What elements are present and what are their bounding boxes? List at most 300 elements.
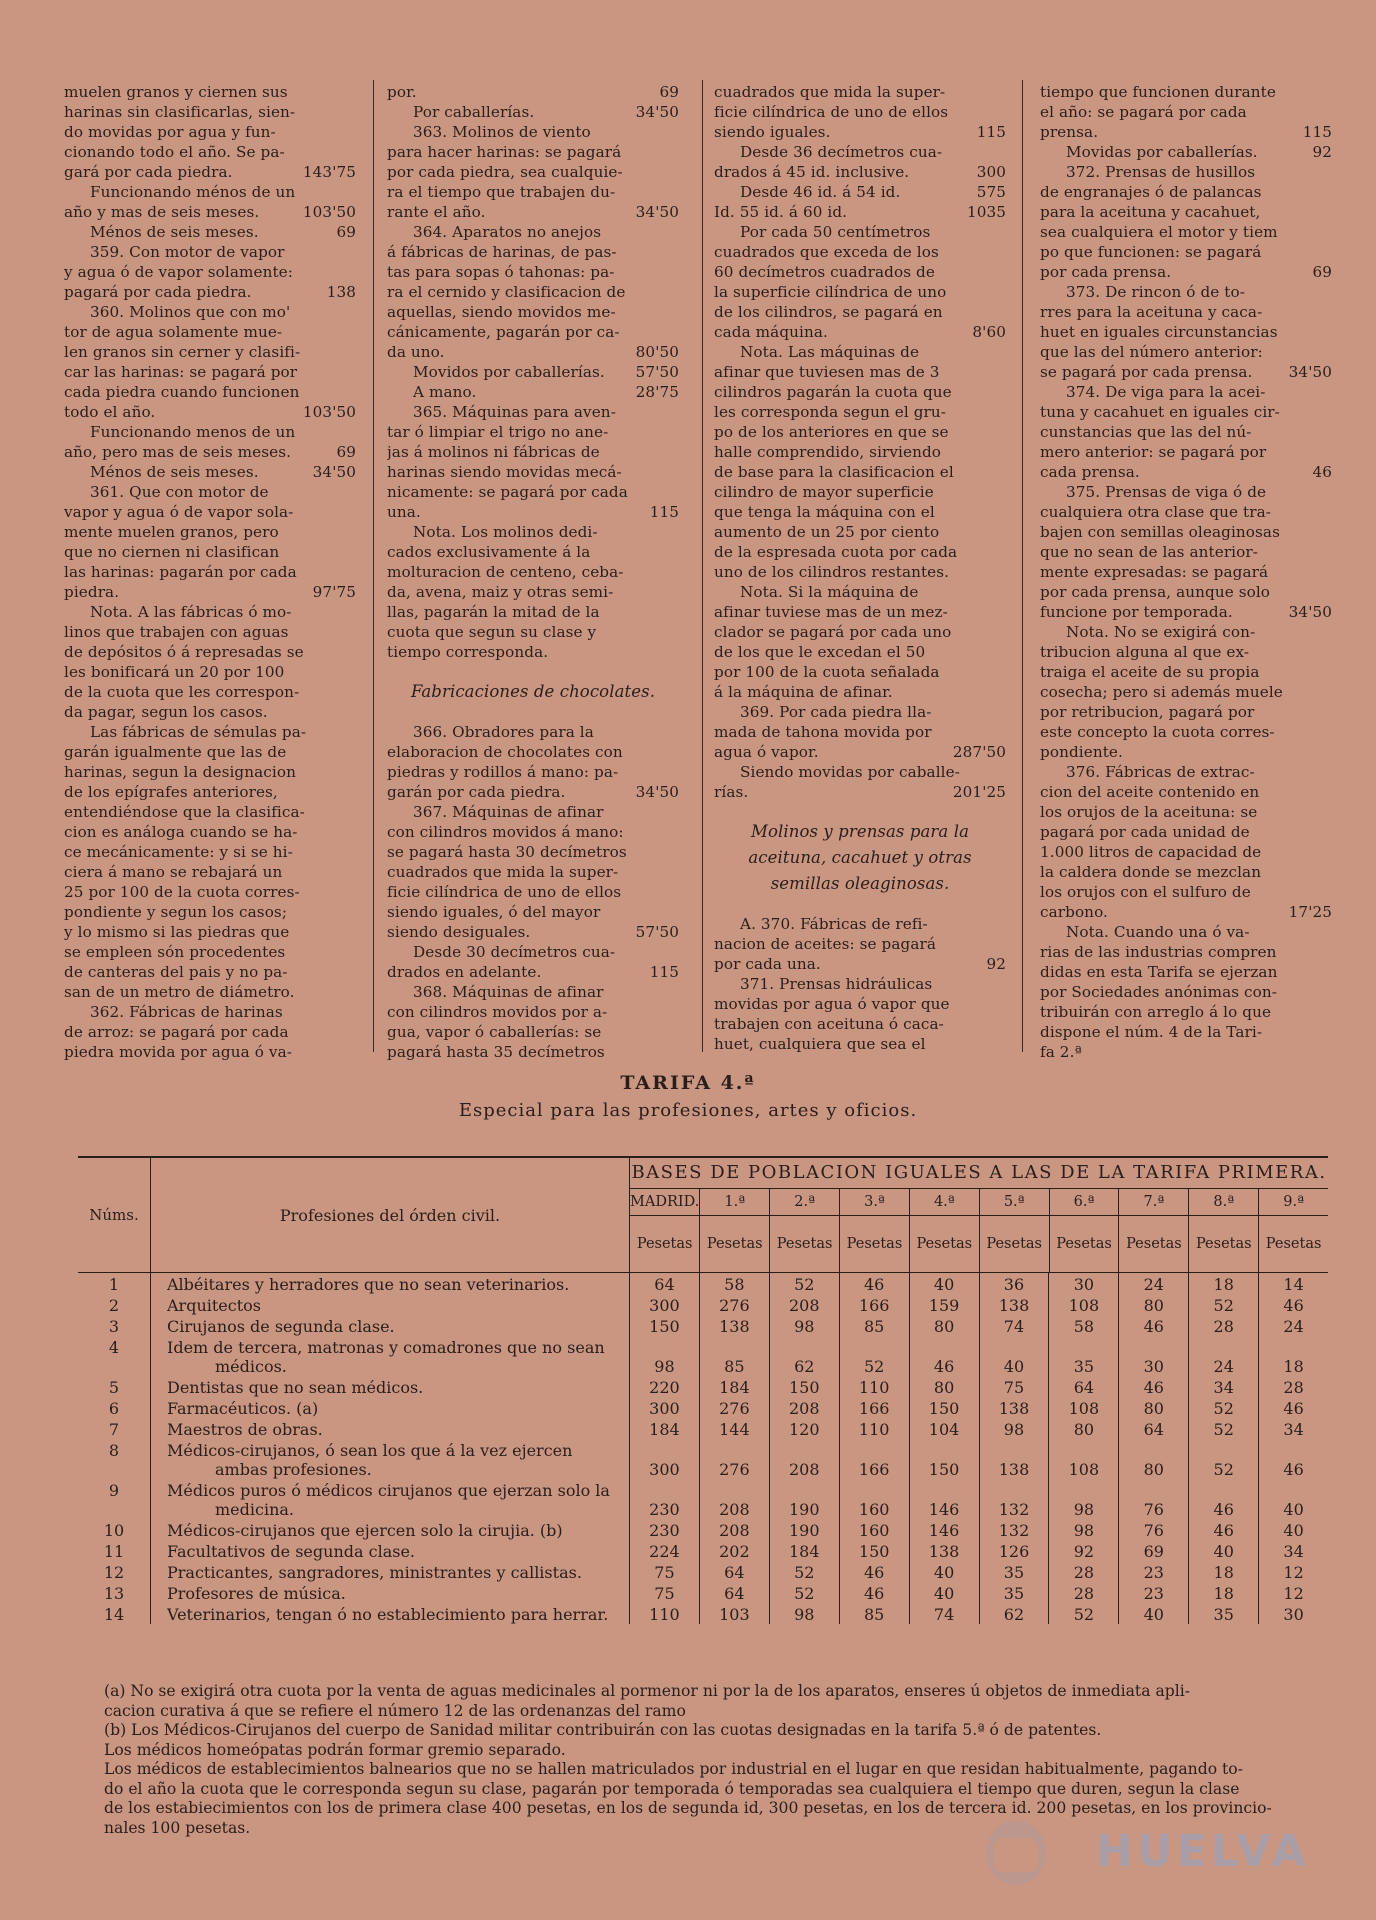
row-number: 13 (78, 1582, 151, 1603)
section-heading: Fabricaciones de chocolates. (410, 682, 656, 701)
quota-value: 69 (659, 83, 679, 101)
line-text: tribuirán con arreglo á lo que (1040, 1003, 1272, 1021)
line-text: halle comprendido, sirviendo (714, 443, 942, 461)
text-line (1040, 942, 1332, 962)
quota-value: 287'50 (952, 743, 1006, 761)
text-line (64, 542, 356, 562)
text-line (387, 782, 679, 802)
footnote-line: (a) No se exigirá otra cuota por la venta de aguas medicinales al pormenor ni por la de los aparatos, enseres ú objetos de inmediata apli- (104, 1682, 1190, 1700)
line-text: dispone el núm. 4 de la Tari- (1040, 1023, 1263, 1041)
text-line (714, 762, 1006, 782)
row-number: 3 (78, 1315, 151, 1336)
text-line (387, 202, 679, 222)
quota-cell: 24 (1189, 1336, 1259, 1376)
line-text: siendo iguales, ó del mayor (387, 903, 601, 921)
text-line (387, 982, 679, 1002)
text-line (1040, 542, 1332, 562)
text-line (387, 962, 679, 982)
quota-cell: 28 (1189, 1315, 1259, 1336)
header-numbers: Núms. (78, 1158, 151, 1272)
quota-value: 34'50 (1288, 363, 1332, 381)
quota-cell: 52 (770, 1561, 840, 1582)
quota-cell: 30 (1119, 1336, 1189, 1376)
quota-cell: 132 (980, 1479, 1050, 1519)
text-line (64, 222, 356, 242)
quota-cell: 85 (840, 1315, 910, 1336)
table-row (78, 1582, 1328, 1603)
profession-text: Cirujanos de segunda clase. (167, 1317, 395, 1336)
line-text: cada prensa. (1040, 463, 1140, 481)
text-line (1040, 1022, 1332, 1042)
quota-cell: 74 (980, 1315, 1050, 1336)
line-text: cuota que segun su clase y (387, 623, 597, 641)
quota-value: 97'75 (312, 583, 356, 601)
line-text: por cada piedra, sea cualquie- (387, 163, 623, 181)
table-row (78, 1294, 1328, 1315)
text-line (387, 542, 679, 562)
text-line (1040, 322, 1332, 342)
quota-cell: 104 (910, 1418, 980, 1439)
line-text: pondiente. (1040, 743, 1123, 761)
quota-value: 17'25 (1288, 903, 1332, 921)
quota-cell: 92 (1049, 1540, 1119, 1561)
text-line (1040, 982, 1332, 1002)
header-base-column (980, 1189, 1050, 1272)
header-base-column (700, 1189, 770, 1272)
quota-cell: 18 (1189, 1561, 1259, 1582)
quota-cell: 64 (1049, 1376, 1119, 1397)
text-line (387, 642, 679, 662)
unit-label: Pesetas (636, 1236, 693, 1252)
text-line (1040, 802, 1332, 822)
line-text: para la aceituna y cacahuet, (1040, 203, 1261, 221)
quota-cell: 132 (980, 1519, 1050, 1540)
text-line (714, 742, 1006, 762)
text-line (64, 102, 356, 122)
text-line (714, 222, 1006, 242)
line-text: por Sociedades anónimas con- (1040, 983, 1278, 1001)
line-text: 376. Fábricas de extrac- (1066, 763, 1255, 781)
quota-cell: 220 (630, 1376, 700, 1397)
text-line (64, 522, 356, 542)
quota-cell: 110 (840, 1418, 910, 1439)
quota-value: 201'25 (952, 783, 1006, 801)
line-text: con cilindros movidos por a- (387, 1003, 608, 1021)
text-line (1040, 502, 1332, 522)
line-text: las harinas: pagarán por cada (64, 563, 297, 581)
text-line (64, 202, 356, 222)
text-line (714, 322, 1006, 342)
profession-cell (151, 1336, 630, 1376)
quota-cell: 28 (1283, 1378, 1304, 1397)
profession-text: Maestros de obras. (167, 1420, 323, 1439)
profession-text: Practicantes, sangradores, ministrantes y callistas. (167, 1563, 582, 1582)
line-text: ra el cernido y clasificacion de (387, 283, 626, 301)
text-line (714, 682, 1006, 702)
quota-value: 92 (1312, 143, 1332, 161)
quota-cell: 40 (910, 1582, 980, 1603)
text-line (64, 402, 356, 422)
quota-cell: 276 (700, 1397, 770, 1418)
text-line (1040, 522, 1332, 542)
table-row (78, 1439, 1328, 1479)
text-line (64, 442, 356, 462)
quota-cell: 64 (630, 1273, 700, 1294)
text-column-1 (64, 82, 356, 1062)
profession-text: Idem de tercera, matronas y comadrones que no sean (167, 1338, 605, 1357)
quota-cells (630, 1540, 1328, 1561)
line-text: 367. Máquinas de afinar (413, 803, 604, 821)
text-line (1040, 962, 1332, 982)
line-text: do movidas por agua y fun- (64, 123, 276, 141)
line-text: huet, cualquiera que sea el (714, 1035, 926, 1053)
base-label: 2.ª (770, 1189, 839, 1216)
line-text: 366. Obradores para la (413, 723, 594, 741)
line-text: que las del número anterior: (1040, 343, 1263, 361)
quota-cell: 126 (980, 1540, 1050, 1561)
line-text: á la máquina de afinar. (714, 683, 893, 701)
line-text: Nota. Si la máquina de (740, 583, 919, 601)
text-line (387, 1042, 679, 1062)
text-line (64, 962, 356, 982)
text-line (387, 242, 679, 262)
quota-value: 57'50 (635, 363, 679, 381)
line-text: Funcionando menos de un (90, 423, 296, 441)
quota-cell: 34 (1283, 1420, 1304, 1439)
section-heading: semillas oleaginosas. (770, 874, 950, 893)
profession-cell (151, 1315, 630, 1336)
text-line (387, 102, 679, 122)
line-text: da pagar, segun los casos. (64, 703, 268, 721)
quota-cells (630, 1294, 1328, 1315)
profession-text: Farmacéuticos. (a) (167, 1399, 319, 1418)
quota-cell: 58 (1049, 1315, 1119, 1336)
line-text: de la cuota que les correspon- (64, 683, 300, 701)
line-text: afinar tuviese mas de un mez- (714, 603, 948, 621)
quota-cell: 30 (1049, 1273, 1119, 1294)
quota-value: 34'50 (635, 203, 679, 221)
line-text: Nota. No se exigirá con- (1066, 623, 1256, 641)
quota-cell: 64 (1119, 1418, 1189, 1439)
quota-cell: 144 (700, 1418, 770, 1439)
line-text: tor de agua solamente mue- (64, 323, 283, 341)
quota-cell: 108 (1049, 1439, 1119, 1479)
text-line (1040, 922, 1332, 942)
text-line (64, 602, 356, 622)
line-text: clador se pagará por cada uno (714, 623, 952, 641)
quota-value: 300 (976, 163, 1006, 181)
line-text: po que funcionen: se pagará (1040, 243, 1262, 261)
text-line (64, 282, 356, 302)
line-text: Desde 30 decímetros cua- (413, 943, 616, 961)
line-text: y lo mismo si las piedras que (64, 923, 290, 941)
quota-cell: 190 (770, 1519, 840, 1540)
line-text: cion es análoga cuando se ha- (64, 823, 298, 841)
text-line (714, 502, 1006, 522)
quota-value: 57'50 (635, 923, 679, 941)
quota-cell: 40 (1283, 1500, 1304, 1519)
quota-value: 69 (1312, 263, 1332, 281)
quota-cell: 208 (770, 1294, 840, 1315)
text-line (64, 882, 356, 902)
quota-cell: 28 (1049, 1582, 1119, 1603)
quota-cell: 18 (1283, 1357, 1304, 1376)
quota-cell: 300 (630, 1439, 700, 1479)
line-text: cosecha; pero si además muele (1040, 683, 1283, 701)
quota-cell: 52 (1049, 1603, 1119, 1624)
line-text: da, avena, maiz y otras semi- (387, 583, 614, 601)
line-text: todo el año. (64, 403, 156, 421)
quota-value: 115 (649, 963, 679, 981)
quota-cell: 85 (700, 1336, 770, 1376)
quota-cell: 40 (910, 1273, 980, 1294)
quota-cell: 138 (910, 1540, 980, 1561)
line-text: de base para la clasificacion el (714, 463, 954, 481)
section-gap (387, 708, 679, 722)
text-line (387, 802, 679, 822)
line-text: 371. Prensas hidráulicas (740, 975, 933, 993)
quota-cell: 64 (700, 1582, 770, 1603)
profession-cell (151, 1294, 630, 1315)
line-text: movidas por agua ó vapor que (714, 995, 950, 1013)
text-line (1040, 162, 1332, 182)
unit-label: Pesetas (916, 1236, 973, 1252)
text-line (387, 82, 679, 102)
text-line (714, 662, 1006, 682)
quota-cell: 184 (700, 1376, 770, 1397)
line-text: el año: se pagará por cada (1040, 103, 1247, 121)
quota-cell: 62 (980, 1603, 1050, 1624)
text-line (387, 1022, 679, 1042)
quota-cell: 62 (770, 1336, 840, 1376)
text-line (64, 1002, 356, 1022)
line-text: 365. Máquinas para aven- (413, 403, 616, 421)
text-line (714, 482, 1006, 502)
header-bases (630, 1158, 1328, 1272)
quota-cells (630, 1561, 1328, 1582)
line-text: 1.000 litros de capacidad de (1040, 843, 1262, 861)
line-text: pagará hasta 35 decímetros (387, 1043, 605, 1061)
text-line (714, 182, 1006, 202)
quota-cell: 75 (630, 1561, 700, 1582)
line-text: len granos sin cerner y clasifi- (64, 343, 301, 361)
quota-cell: 146 (910, 1479, 980, 1519)
profession-text: Profesores de música. (167, 1584, 346, 1603)
line-text: de arroz: se pagará por cada (64, 1023, 289, 1041)
text-line (1040, 902, 1332, 922)
quota-cell: 208 (770, 1439, 840, 1479)
profession-cell (151, 1397, 630, 1418)
line-text: elaboracion de chocolates con (387, 743, 623, 761)
quota-cell: 98 (1049, 1479, 1119, 1519)
text-line (1040, 722, 1332, 742)
profession-cell (151, 1582, 630, 1603)
text-line (1040, 142, 1332, 162)
text-line (64, 82, 356, 102)
quota-cell: 40 (1189, 1540, 1259, 1561)
section-gap (714, 802, 1006, 816)
quota-cell: 52 (1189, 1397, 1259, 1418)
text-line (714, 914, 1006, 934)
header-base-column (910, 1189, 980, 1272)
text-line (1040, 882, 1332, 902)
line-text: tribucion alguna al que ex- (1040, 643, 1250, 661)
header-base-column (1119, 1189, 1189, 1272)
text-line (1040, 402, 1332, 422)
quota-cell: 224 (630, 1540, 700, 1561)
quota-cell: 76 (1119, 1519, 1189, 1540)
quota-value: 28'75 (635, 383, 679, 401)
quota-cell: 24 (1119, 1273, 1189, 1294)
row-number: 10 (78, 1519, 151, 1540)
line-text: harinas, segun la designacion (64, 763, 296, 781)
line-text: por 100 de la cuota señalada (714, 663, 940, 681)
quota-cell: 12 (1283, 1584, 1304, 1603)
line-text: drados en adelante. (387, 963, 542, 981)
text-line (714, 262, 1006, 282)
line-text: didas en esta Tarifa se ejerzan (1040, 963, 1278, 981)
text-line (387, 322, 679, 342)
line-text: tiempo corresponda. (387, 643, 549, 661)
text-line (714, 82, 1006, 102)
table-row (78, 1397, 1328, 1418)
header-base-column (840, 1189, 910, 1272)
quota-cell: 52 (770, 1582, 840, 1603)
line-text: Nota. Cuando una ó va- (1066, 923, 1250, 941)
line-text: Id. 55 id. á 60 id. (714, 203, 848, 221)
line-text: pagará por cada unidad de (1040, 823, 1250, 841)
line-text: de canteras del pais y no pa- (64, 963, 288, 981)
profession-text: Médicos puros ó médicos cirujanos que ejerzan solo la (167, 1481, 610, 1500)
table-row (78, 1273, 1328, 1294)
line-text: de la espresada cuota por cada (714, 543, 958, 561)
text-line (64, 802, 356, 822)
text-column-3 (714, 82, 1006, 1054)
footnotes (104, 1682, 1334, 1838)
quota-cell: 46 (1283, 1296, 1304, 1315)
line-text: piedra. (64, 583, 120, 601)
text-line (64, 382, 356, 402)
line-text: funcione por temporada. (1040, 603, 1233, 621)
quota-cell: 12 (1283, 1563, 1304, 1582)
line-text: Nota. Los molinos dedi- (413, 523, 598, 541)
line-text: bajen con semillas oleaginosas (1040, 523, 1280, 541)
line-text: mero anterior: se pagará por (1040, 443, 1267, 461)
quota-cell: 108 (1049, 1294, 1119, 1315)
quota-cell: 103 (700, 1603, 770, 1624)
text-line (387, 762, 679, 782)
profession-cell (151, 1376, 630, 1397)
text-line (714, 1034, 1006, 1054)
line-text: cánicamente, pagarán por ca- (387, 323, 620, 341)
quota-cell: 58 (700, 1273, 770, 1294)
quota-value: 92 (986, 955, 1006, 973)
quota-cell: 46 (910, 1336, 980, 1376)
line-text: po de los anteriores en que se (714, 423, 949, 441)
text-line (64, 342, 356, 362)
text-line (714, 582, 1006, 602)
text-line (64, 922, 356, 942)
quota-cell: 52 (1189, 1418, 1259, 1439)
unit-label: Pesetas (1195, 1236, 1252, 1252)
line-text: ciera á mano se rebajará un (64, 863, 283, 881)
line-text: por. (387, 83, 417, 101)
text-line (64, 122, 356, 142)
line-text: Funcionando ménos de un (90, 183, 296, 201)
line-text: 60 decímetros cuadrados de (714, 263, 935, 281)
profession-text: Médicos-cirujanos, ó sean los que á la vez ejercen (167, 1441, 573, 1460)
line-text: los orujos de la aceituna: se (1040, 803, 1258, 821)
line-text: san de un metro de diámetro. (64, 983, 295, 1001)
line-text: mente expresadas: se pagará (1040, 563, 1269, 581)
line-text: afinar que tuviesen mas de 3 (714, 363, 940, 381)
quota-value: 103'50 (302, 403, 356, 421)
tarifa-subtitle: Especial para las profesiones, artes y oficios. (458, 1100, 918, 1121)
line-text: linos que trabajen con aguas (64, 623, 289, 641)
quota-cell: 52 (1189, 1294, 1259, 1315)
text-line (714, 622, 1006, 642)
line-text: se pagará por cada prensa. (1040, 363, 1253, 381)
text-line (64, 162, 356, 182)
quota-cell: 146 (910, 1519, 980, 1540)
row-number: 5 (78, 1376, 151, 1397)
quota-cell: 159 (910, 1294, 980, 1315)
text-line (1040, 82, 1332, 102)
row-number: 1 (78, 1273, 151, 1294)
text-line (1040, 602, 1332, 622)
quota-cell: 28 (1049, 1561, 1119, 1582)
table-row (78, 1315, 1328, 1336)
text-line (387, 582, 679, 602)
line-text: molturacion de centeno, ceba- (387, 563, 624, 581)
text-line (714, 522, 1006, 542)
unit-label: Pesetas (1126, 1236, 1182, 1252)
text-line (1040, 222, 1332, 242)
quota-value: 69 (336, 223, 356, 241)
footnote-line: de los estabiecimientos con los de primera clase 400 pesetas, en los de segunda id, 300 pesetas, en los de tercera id. 200 pesetas, en los provincio- (104, 1799, 1272, 1817)
line-text: harinas sin clasificarlas, sien- (64, 103, 296, 121)
table-row (78, 1479, 1328, 1519)
unit-label: Pesetas (1265, 1236, 1322, 1252)
text-line (1040, 622, 1332, 642)
text-line (64, 622, 356, 642)
line-text: que tenga la máquina con el (714, 503, 935, 521)
quota-cell: 75 (630, 1582, 700, 1603)
base-label: 4.ª (910, 1189, 979, 1216)
text-line (1040, 642, 1332, 662)
text-line (387, 262, 679, 282)
line-text: da uno. (387, 343, 445, 361)
text-line (1040, 282, 1332, 302)
text-line (64, 242, 356, 262)
text-line (714, 242, 1006, 262)
line-text: para hacer harinas: se pagará (387, 143, 622, 161)
profession-text: medicina. (215, 1500, 295, 1519)
text-line (1040, 482, 1332, 502)
text-line (64, 502, 356, 522)
quota-cell: 40 (1119, 1603, 1189, 1624)
row-number: 7 (78, 1418, 151, 1439)
row-number: 9 (78, 1479, 151, 1519)
text-line (387, 822, 679, 842)
text-line (387, 602, 679, 622)
quota-value: 46 (1312, 463, 1332, 481)
quota-cell: 98 (1049, 1519, 1119, 1540)
text-line (64, 722, 356, 742)
line-text: pagará por cada piedra. (64, 283, 252, 301)
text-line (1040, 702, 1332, 722)
quota-cell: 74 (910, 1603, 980, 1624)
